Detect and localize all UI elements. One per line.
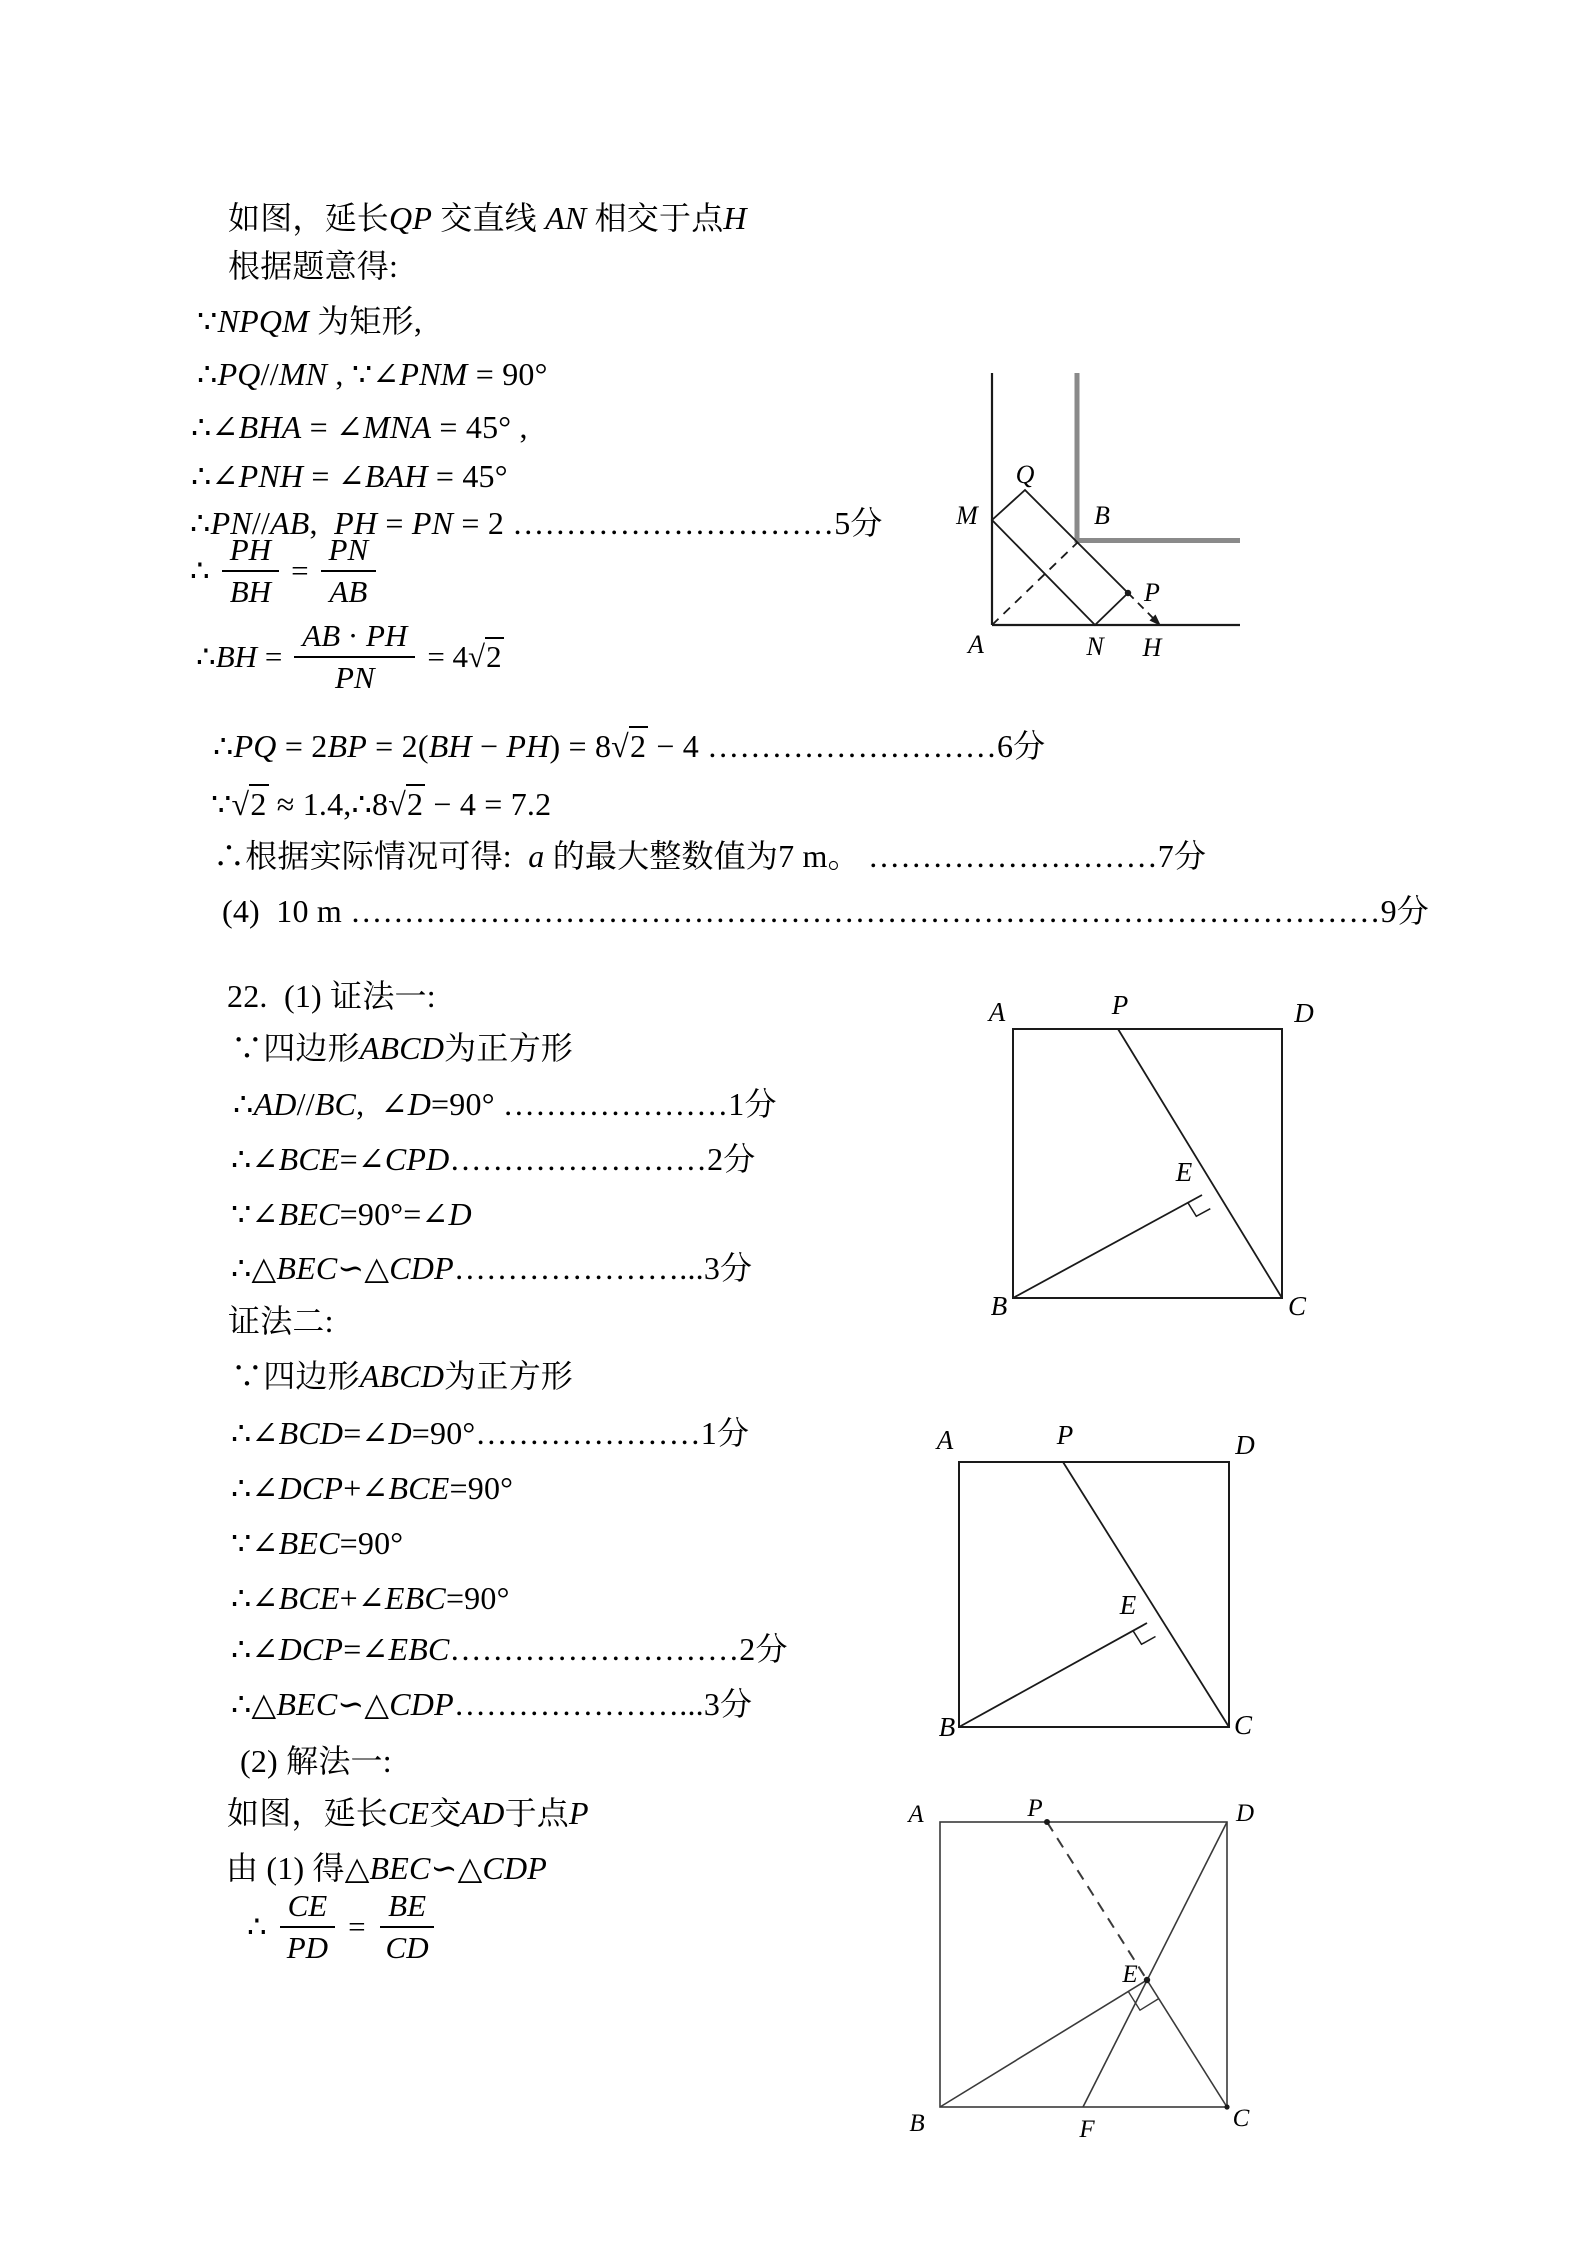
label-b: B [990,1291,1008,1321]
therefore-symbol: ∴ [190,553,210,588]
label-p: P [1111,990,1129,1020]
label-p: P [1056,1420,1074,1450]
figure-square-proof1 [975,985,1320,1321]
sec22-line-bec90b: ∵∠BEC=90° [231,1525,404,1561]
figure-square-part2 [900,1790,1280,2180]
square-abcd [1013,1029,1282,1298]
sec22-heading-part2: (2) 解法一: [240,1743,392,1779]
sec1-line-given: 根据题意得: [228,248,399,284]
sec1-line-conclusion: ∴根据实际情况可得: a 的最大整数值为7 m。 ………………………7分 [213,838,1207,874]
line-pc [1118,1029,1282,1298]
label-c: C [1287,1291,1307,1321]
sec22-line-dcp-bce: ∴∠DCP+∠BCE=90° [231,1470,514,1506]
right-angle-mark [1133,1631,1156,1645]
equals-4sqrt2: = 4√2 [427,639,502,674]
sec1-line-pq: ∴PQ = 2BP = 2(BH − PH) = 8√2 − 4 ………………………6分 [213,728,1046,764]
sec22-line-similar1: ∴△BEC∽△CDP…………………...3分 [231,1250,753,1286]
label-d: D [1294,998,1314,1028]
line-ec [1147,1980,1227,2107]
sec1-fraction-bh [196,618,504,696]
label-a: A [968,630,984,659]
label-f: F [1079,2116,1095,2143]
fraction-ce-pd: $\frac{CE}{PD}$ [279,1888,336,1966]
sec22-line-dcp-ebc: ∴∠DCP=∠EBC………………………2分 [231,1631,788,1667]
point-e-dot [1144,1977,1150,1983]
sec1-line-parallel: ∴PQ//MN , ∵∠PNM = 90° [197,356,548,392]
right-angle-mark [1188,1203,1210,1217]
sec22-heading-proof1: 22. (1) 证法一: [227,978,436,1014]
label-e: E [1122,1961,1138,1988]
label-a: A [936,1425,954,1455]
sec1-fraction-ph-bh [190,532,376,610]
label-c: C [1232,2105,1250,2132]
sec22-line-similar2: ∴△BEC∽△CDP…………………...3分 [231,1686,753,1722]
label-a: A [908,1801,924,1828]
label-d: D [1235,1430,1255,1460]
fraction-ph-bh: $\frac{PH}{BH}$ [222,532,279,610]
sec22-line-bcd90: ∴∠BCD=∠D=90°…………………1分 [231,1415,750,1451]
sec1-line-sqrt2: ∵√2 ≈ 1.4,∴8√2 − 4 = 7.2 [211,786,552,822]
label-m: M [956,501,978,530]
sec22-line-bce-cpd: ∴∠BCE=∠CPD……………………2分 [231,1141,756,1177]
label-c: C [1233,1710,1253,1740]
sec22-fraction-ce-pd [247,1888,437,1966]
label-a: A [988,997,1006,1027]
label-e: E [1119,1590,1137,1620]
line-pc [1063,1462,1229,1727]
sec1-line-answer4: (4) 10 m ……………………………………………………………………………………9分 [222,893,1430,929]
sec1-line-bha: ∴∠BHA = ∠MNA = 45° , [191,409,528,445]
figure-square-proof2 [925,1420,1270,1760]
square-abcd [940,1822,1227,2107]
label-b: B [1094,501,1110,530]
sec22-line-by-part1: 由 (1) 得△BEC∽△CDP [226,1850,548,1886]
sec22-line-square2: ∵四边形ABCD为正方形 [231,1358,573,1394]
label-d: D [1235,1800,1255,1827]
sec1-line-pnh: ∴∠PNH = ∠BAH = 45° [191,458,508,494]
fraction-be-cd: $\frac{BE}{CD}$ [378,1888,437,1966]
therefore-symbol: ∴ [247,1909,267,1944]
line-be [959,1623,1147,1727]
point-p-dot [1044,1819,1050,1825]
sec22-line-square1: ∵四边形ABCD为正方形 [231,1030,573,1066]
sec1-line-intro: 如图，延长QP 交直线 AN 相交于点H [228,200,747,236]
figure-corner-diagram [930,355,1275,680]
dashed-line-pe [1047,1822,1147,1980]
label-e: E [1175,1157,1193,1187]
point-p-dot [1125,590,1131,596]
sec22-line-bce-ebc: ∴∠BCE+∠EBC=90° [231,1580,510,1616]
sec22-line-extend-ce: 如图，延长CE交AD于点P [227,1795,589,1831]
fraction-pn-ab: $\frac{PN}{AB}$ [321,532,377,610]
line-be [1013,1195,1202,1298]
label-b: B [909,2110,925,2137]
sec22-line-adbc: ∴AD//BC, ∠D=90° …………………1分 [233,1086,777,1122]
bh-equals: ∴BH = [196,639,283,674]
label-p: P [1144,578,1160,607]
sec1-line-pn-ab: ∴PN//AB, PH = PN = 2 …………………………5分 [190,505,883,541]
square-abcd [959,1462,1229,1727]
label-n: N [1086,632,1104,661]
line-fd [1083,1822,1227,2107]
point-c-dot [1224,2104,1229,2109]
label-p: P [1027,1795,1043,1822]
label-q: Q [1015,460,1035,489]
fraction-abph-pn: $\frac{AB \cdot PH}{PN}$ [294,618,415,696]
sec22-heading-proof2: 证法二: [228,1303,334,1339]
sec1-line-rect: ∵NPQM 为矩形, [197,303,423,339]
label-b: B [938,1712,956,1742]
equals-sign: = [291,553,309,588]
dashed-line-ab [992,542,1078,625]
sec22-line-bec90: ∵∠BEC=90°=∠D [231,1196,472,1232]
label-h: H [1142,633,1162,662]
equals-sign: = [348,1909,366,1944]
